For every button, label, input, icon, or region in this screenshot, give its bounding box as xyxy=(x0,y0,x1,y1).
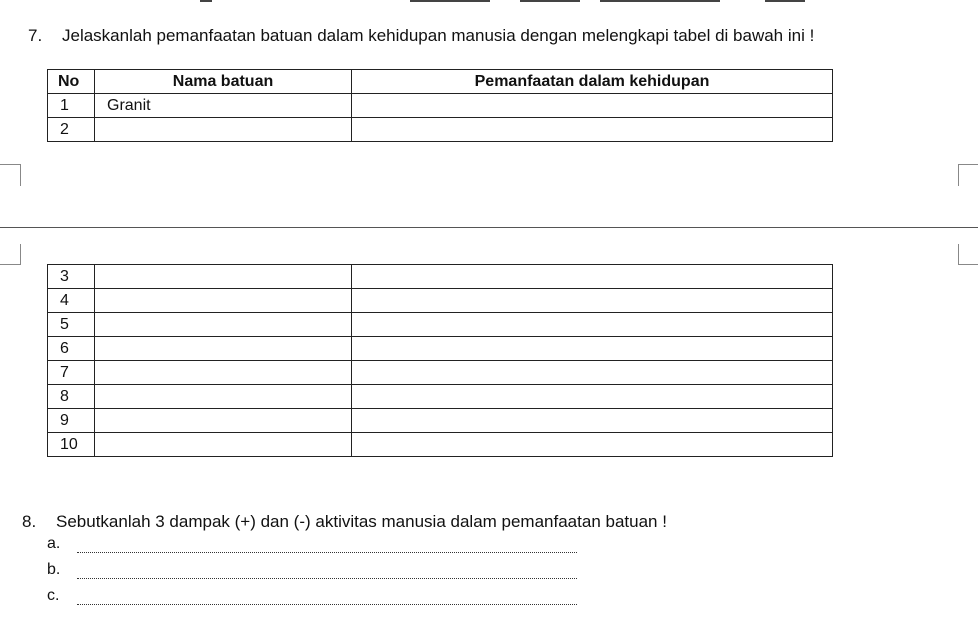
question-number: 7. xyxy=(28,26,43,45)
rock-name-cell[interactable] xyxy=(95,313,352,337)
dotted-answer-field[interactable] xyxy=(77,564,577,579)
question-8 xyxy=(22,512,667,532)
table-row xyxy=(48,361,833,385)
table-row xyxy=(48,265,833,289)
row-number-cell: 9 xyxy=(48,409,95,433)
usage-cell[interactable] xyxy=(352,289,833,313)
usage-cell[interactable] xyxy=(352,433,833,457)
row-number-cell: 2 xyxy=(48,118,95,142)
question-text: Sebutkanlah 3 dampak (+) dan (-) aktivitas manusia dalam pemanfaatan batuan ! xyxy=(56,512,667,531)
rock-name-cell[interactable] xyxy=(95,409,352,433)
question-7 xyxy=(28,26,814,46)
table-row xyxy=(48,118,833,142)
rock-name-cell[interactable] xyxy=(95,265,352,289)
row-number-cell: 1 xyxy=(48,94,95,118)
answer-table-page1 xyxy=(47,69,833,142)
table-row xyxy=(48,385,833,409)
question-text: Jelaskanlah pemanfaatan batuan dalam kehidupan manusia dengan melengkapi tabel di bawah ini ! xyxy=(62,26,815,45)
answer-line-c[interactable] xyxy=(47,587,577,605)
table-header-row xyxy=(48,70,833,94)
page-corner-mark xyxy=(0,244,21,265)
answer-table-page2 xyxy=(47,264,833,457)
usage-cell[interactable] xyxy=(352,409,833,433)
rock-name-cell[interactable] xyxy=(95,433,352,457)
page-corner-mark xyxy=(0,164,21,186)
usage-cell[interactable] xyxy=(352,337,833,361)
rock-name-cell[interactable]: Granit xyxy=(95,94,352,118)
dotted-answer-field[interactable] xyxy=(77,538,577,553)
row-number-cell: 7 xyxy=(48,361,95,385)
answer-line-b[interactable] xyxy=(47,561,577,579)
rock-name-cell[interactable] xyxy=(95,385,352,409)
page-corner-mark xyxy=(958,164,978,186)
usage-cell[interactable] xyxy=(352,361,833,385)
header-usage: Pemanfaatan dalam kehidupan xyxy=(352,70,833,94)
row-number-cell: 10 xyxy=(48,433,95,457)
page-break-divider xyxy=(0,227,978,228)
header-no: No xyxy=(48,70,95,94)
row-number-cell: 4 xyxy=(48,289,95,313)
row-number-cell: 6 xyxy=(48,337,95,361)
dotted-answer-field[interactable] xyxy=(77,590,577,605)
answer-label: b. xyxy=(47,561,61,578)
rock-name-cell[interactable] xyxy=(95,361,352,385)
usage-cell[interactable] xyxy=(352,118,833,142)
table-row xyxy=(48,433,833,457)
page-corner-mark xyxy=(958,244,978,265)
rock-name-cell[interactable] xyxy=(95,118,352,142)
answer-label: c. xyxy=(47,587,60,604)
row-number-cell: 3 xyxy=(48,265,95,289)
usage-cell[interactable] xyxy=(352,265,833,289)
row-number-cell: 5 xyxy=(48,313,95,337)
answer-label: a. xyxy=(47,535,61,552)
usage-cell[interactable] xyxy=(352,94,833,118)
rock-name-cell[interactable] xyxy=(95,337,352,361)
table-row xyxy=(48,94,833,118)
table-row xyxy=(48,313,833,337)
header-rock-name: Nama batuan xyxy=(95,70,352,94)
question-number: 8. xyxy=(22,512,37,531)
usage-cell[interactable] xyxy=(352,313,833,337)
previous-page-marks xyxy=(0,0,978,4)
table-row xyxy=(48,337,833,361)
usage-cell[interactable] xyxy=(352,385,833,409)
rock-name-cell[interactable] xyxy=(95,289,352,313)
row-number-cell: 8 xyxy=(48,385,95,409)
table-row xyxy=(48,409,833,433)
table-row xyxy=(48,289,833,313)
answer-line-a[interactable] xyxy=(47,535,577,553)
